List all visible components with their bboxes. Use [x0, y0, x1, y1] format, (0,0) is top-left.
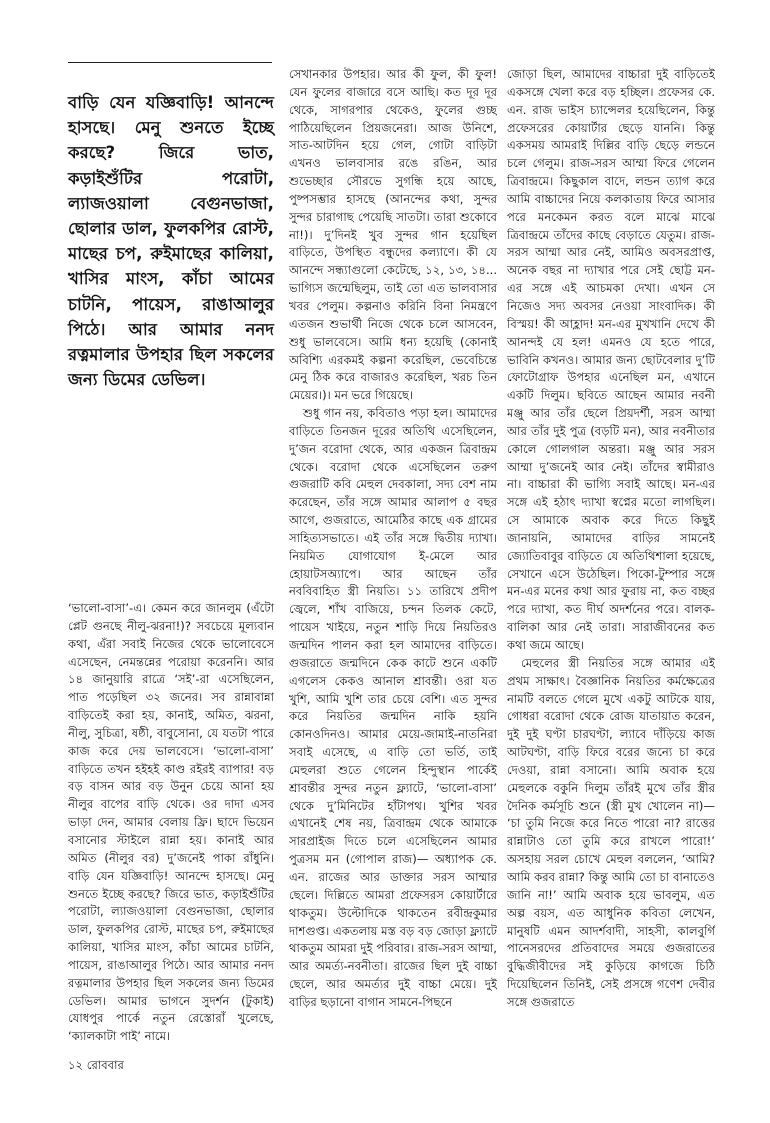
- paragraph: ‘ভালো-বাসা’-এ। কেমন করে জানলুম (এঁটো প্লেট গুনছে নীলু-ঝরনা!)? সবচেয়ে মূল্যবান কথা, এঁরা সবাই নিজের থেকে ভালোবেসে এসেছেন, নেমন্তন্নের পরোয়া করেননি। আর ১৪ জানুয়ারি রাত্রে ‘সই’-রা এসেছিলেন, পাত পড়েছিল ৩২ জনের। সব রান্নাবান্না বাড়িতেই করা হয়, কানাই, অমিত, ঝরনা, নীলু, সুচিত্রা, ষষ্ঠী, বাবুসোনা, যে যতটা পারে কাজ করে দেয় ভালবেসে। ‘ভালো-বাসা’ বাড়িতে তখন হইহই কাণ্ড রইরই ব্যাপার! বড় বড় বাসন আর বড় উনুন চেয়ে আনা হয় নীলুর বাপের বাড়ি থেকে। ওর দাদা এসব ভাড়া দেন, আমার বেলায় ফ্রি। ছাদে ভিয়েন বসানোর স্টাইলে রান্না হয়। কানাই আর অমিত (নীলুর বর) দু’জনেই পাকা রাঁধুনি। বাড়ি যেন যজ্ঞিবাড়ি! আনন্দে হাসছে। মেনু শুনতে ইচ্ছে করছে? জিরে ভাত, কড়াইশুঁটির পরোটা, ল্যাজওয়ালা বেগুনভাজা, ছোলার ডাল, ফুলকপির রোস্ট, মাছের চপ, রুইমাছের কালিয়া, খাসির মাংস, কাঁচা আমের চাটনি, পায়েস, রাঙাআলুর পিঠে। আর আমার ননদ রত্নমালার উপহার ছিল সকলের জন্য ডিমের ডেভিল। আমার ভাগনে সুদর্শন (টুকাই) যোধপুর পার্কে নতুন রেস্তোরাঁ খুলেছে, ‘ক্যালকাটা পাই’ নামে।: [68, 601, 274, 1044]
- paragraph: শুধু গান নয়, কবিতাও পড়া হল। আমাদের বাড়িতে তিনজন দূরের অতিথি এসেছিলেন, দু’জন বরোদা থেকে, আর একজন ত্রিবান্দ্রম থেকে। বরোদা থেকে এসেছিলেন তরুণ গুজরাটি কবি মেহুল দেবকালা, সদ্য বেশ নাম করেছেন, তাঁর সঙ্গে আমার আলাপ ৫ বছর আগে, গুজরাতে, আমেঠির কাছে এক গ্রামের সাহিত্যসভাতে। এই তাঁর সঙ্গে দ্বিতীয় দ্যাখা। নিয়মিত যোগাযোগ ই-মেলে আর হোয়াটসঅ্যাপে। আর আছেন তাঁর নববিবাহিত স্ত্রী নিয়তি। ১১ তারিখে প্রদীপ জ্বেলে, শাঁখ বাজিয়ে, চন্দন তিলক কেটে, পায়েস খাইয়ে, নতুন শাড়ি দিয়ে নিয়তিরও জন্মদিন পালন করা হল আমাদের বাড়িতে। গুজরাতে জন্মদিনে কেক কাটে শুনে একটি এগলেস কেকও আনাল শ্রাবন্তী। ওরা যত খুশি, আমি খুশি তার চেয়ে বেশি। এত সুন্দর করে নিয়তির জন্মদিন নাকি হয়নি কোনওদিনও। আমার মেয়ে-জামাই-নাতনিরা সবাই এসেছে, এ বাড়ি তো ভর্তি, তাই মেহুলরা শুতে গেলেন হিন্দুস্থান পার্কেই শ্রাবন্তীর সুন্দর নতুন ফ্ল্যাটে, ‘ভালো-বাসা’ থেকে দু’মিনিটের হাঁটাপথ। খুশির খবর এখানেই শেষ নয়, ত্রিবান্দ্রম থেকে আমাকে সারপ্রাইজ দিতে চলে এসেছিলেন আমার পুত্রসম মন (গোপাল রাজ)— অধ্যাপক কে. এন. রাজের আর ডাক্তার সরস আম্মার ছেলে। দিল্লিতে আমরা প্রফেসরস কোয়ার্টারে থাকতুম। উল্টোদিকে থাকতেন রবীন্দ্রকুমার দাশগুপ্ত। একতলায় মস্ত বড় বড় জোড়া ফ্ল্যাটে থাকতুম আমরা দুই পরিবার। রাজ-সরস আম্মা, আর অমর্ত্য-নবনীতা। রাজের ছিল দুই বাচ্চা ছেলে, আর অমর্ত্যর দুই বাচ্চা মেয়ে। দুই বাড়ির ছড়ানো বাগান সামনে-পিছনে: [289, 406, 497, 1009]
- column-1: [68, 600, 274, 1055]
- page-folio: ১২ রোববার: [68, 1058, 124, 1072]
- column-2: [289, 66, 497, 1076]
- pull-quote: বাড়ি যেন যজ্ঞিবাড়ি! আনন্দে হাসছে। মেনু শুনতে ইচ্ছে করছে? জিরে ভাত, কড়াইশুঁটির পরোটা, ল্যাজওয়ালা বেগুনভাজা, ছোলার ডাল, ফুলকপির রোস্ট, মাছের চপ, রুইমাছের কালিয়া, খাসির মাংস, কাঁচা আমের চাটনি, পায়েস, রাঙাআলুর পিঠে। আর আমার ননদ রত্নমালার উপহার ছিল সকলের জন্য ডিমের ডেভিল।: [68, 93, 274, 390]
- paragraph: সেখানকার উপহার। আর কী ফুল, কী ফুল! যেন ফুলের বাজারে বসে আছি। কত দূর দূর থেকে, সাগরপার থেকেও, ফুলের গুচ্ছ পাঠিয়েছিলেন প্রিয়জনেরা। আজ উনিশে, সাত-আটদিন হয়ে গেল, গোটা বাড়িটা এখনও ভালবাসার রঙে রঙিন, আর শুভেচ্ছার সৌরভে সুগন্ধি হয়ে আছে, পুষ্পসম্ভার হাসছে (আনন্দের কথা, সুন্দর সুন্দর চারাগাছ পেয়েছি সাতটা। তারা শুকোবে না!)। দু’দিনই খুব সুন্দর গান হয়েছিল বাড়িতে, উপস্থিত বন্ধুদের কল্যাণে। কী যে আনন্দে সন্ধ্যাগুলো কেটেছে, ১২, ১৩, ১৪... ভাগ্যিস জন্মেছিলুম, তাই তো এত ভালবাসার খবর পেলুম। কল্পনাও করিনি বিনা নিমন্ত্রণে এতজন শুভার্থী নিজে থেকে চলে আসবেন, শুধু ভালবেসে। আমি ধন্য হয়েছি (কোনাই অবিশ্যি এরকমই কল্পনা করেছিল, ভেবেচিন্তে মেনু ঠিক করে বাজারও করেছিল, খরচ তিন মেয়ের।)। মন ভরে গিয়েছে।: [289, 67, 497, 403]
- paragraph: জোড়া ছিল, আমাদের বাচ্চারা দুই বাড়িতেই একসঙ্গে খেলা করে বড় হচ্ছিল। প্রফেসর কে. এন. রাজ ভাইস চ্যান্সেলর হয়েছিলেন, কিন্তু প্রফেসরের কোয়ার্টার ছেড়ে যাননি। কিন্তু একসময় আমরাই দিল্লির বাড়ি ছেড়ে লন্ডনে চলে গেলুম। রাজ-সরস আম্মা ফিরে গেলেন ত্রিবান্দ্রমে। কিছুকাল বাদে, লন্ডন ত্যাগ করে আমি বাচ্চাদের নিয়ে কলকাতায় ফিরে আসার পরে মনকেমন করত বলে মাঝে মাঝে ত্রিবান্দ্রমে তাঁদের কাছে বেড়াতে যেতুম। রাজ-সরস আম্মা আর নেই, আমিও অবসরপ্রাপ্ত, অনেক বছর না দ্যাখার পরে সেই ছোট্ট মন-এর সঙ্গে এই আচমকা দেখা। এখন সে নিজেও সদ্য অবসর নেওয়া সাংবাদিক। কী বিস্ময়! কী আহ্লাদ! মন-এর মুখখানি দেখে কী আনন্দই যে হল! এমনও যে হতে পারে, ভাবিনি কখনও। আমার জন্য ছোটবেলার দু’টি ফোটোগ্রাফ উপহার এনেছিল মন, এখানে একটি দিলুম। ছবিতে আছেন আমার নবনী মঞ্জু আর তাঁর ছেলে প্রিয়দর্শী, সরস আম্মা আর তাঁর দুই পুত্র (বড়টি মন), আর নবনীতার কোলে গোলগাল অন্তরা। মঞ্জু আর সরস আম্মা দু’জনেই আর নেই। তাঁদের স্বামীরাও না। বাচ্চারা কী ভাগ্যি সবাই আছে। মন-এর সঙ্গে এই হঠাৎ দ্যাখা স্বপ্নের মতো লাগছিল। সে আমাকে অবাক করে দিতে কিছুই জানায়নি, আমাদের বাড়ির সামনেই জ্যোতিবাবুর বাড়িতে যে অতিথিশালা হয়েছে, সেখানে এসে উঠেছিল। পিকো-টুম্পার সঙ্গে মন-এর মনের কথা আর ফুরায় না, কত বচ্ছর পরে দ্যাখা, কত দীর্ঘ অদর্শনের পরে। বালক-বালিকা আর নেই তারা। সারাজীবনের কত কথা জমে আছে।: [507, 67, 715, 652]
- column-3: [507, 66, 715, 1076]
- paragraph: মেহুলের স্ত্রী নিয়তির সঙ্গে আমার এই প্রথম সাক্ষাৎ। বৈজ্ঞানিক নিয়তির কর্মক্ষেত্রের নামটি বলতে গেলে মুখে একটু আটকে যায়, গোধরা বরোদা থেকে রোজ যাতায়াত করেন, দুই দুই ঘণ্টা চারঘণ্টা, ল্যাবে দাঁড়িয়ে কাজ আটঘণ্টা, বাড়ি ফিরে বরের জন্যে চা করে দেওয়া, রান্না বসানো। আমি অবাক হয়ে মেহুলকে বকুনি দিলুম তাঁরই মুখে তাঁর স্ত্রীর দৈনিক কর্মসূচি শুনে (স্ত্রী মুখ খোলেন না)— ‘চা তুমি নিজে করে নিতে পারো না? রাত্তের রান্নাটাও তো তুমি করে রাখলে পারো!’ অসহায় সরল চোখে মেহুল বললেন, ‘আমি? আমি করব রান্না? কিন্তু আমি তো চা বানাতেও জানি না!’ আমি অবাক হয়ে ভাবলুম, এত অল্প বয়স, এত আধুনিক কবিতা লেখেন, মানুষটি এমন আদর্শবাদী, সাহসী, কালবুর্গি পানেসরদের প্রতিবাদের সময়ে গুজরাতের বুদ্ধিজীবীদের সই কুড়িয়ে কাগজে চিঠি দিয়েছিলেন তিনিই, সেই প্রসঙ্গে গণেশ দেবীর সঙ্গে গুজরাতে: [507, 655, 715, 1009]
- pull-quote-rule: [68, 62, 272, 63]
